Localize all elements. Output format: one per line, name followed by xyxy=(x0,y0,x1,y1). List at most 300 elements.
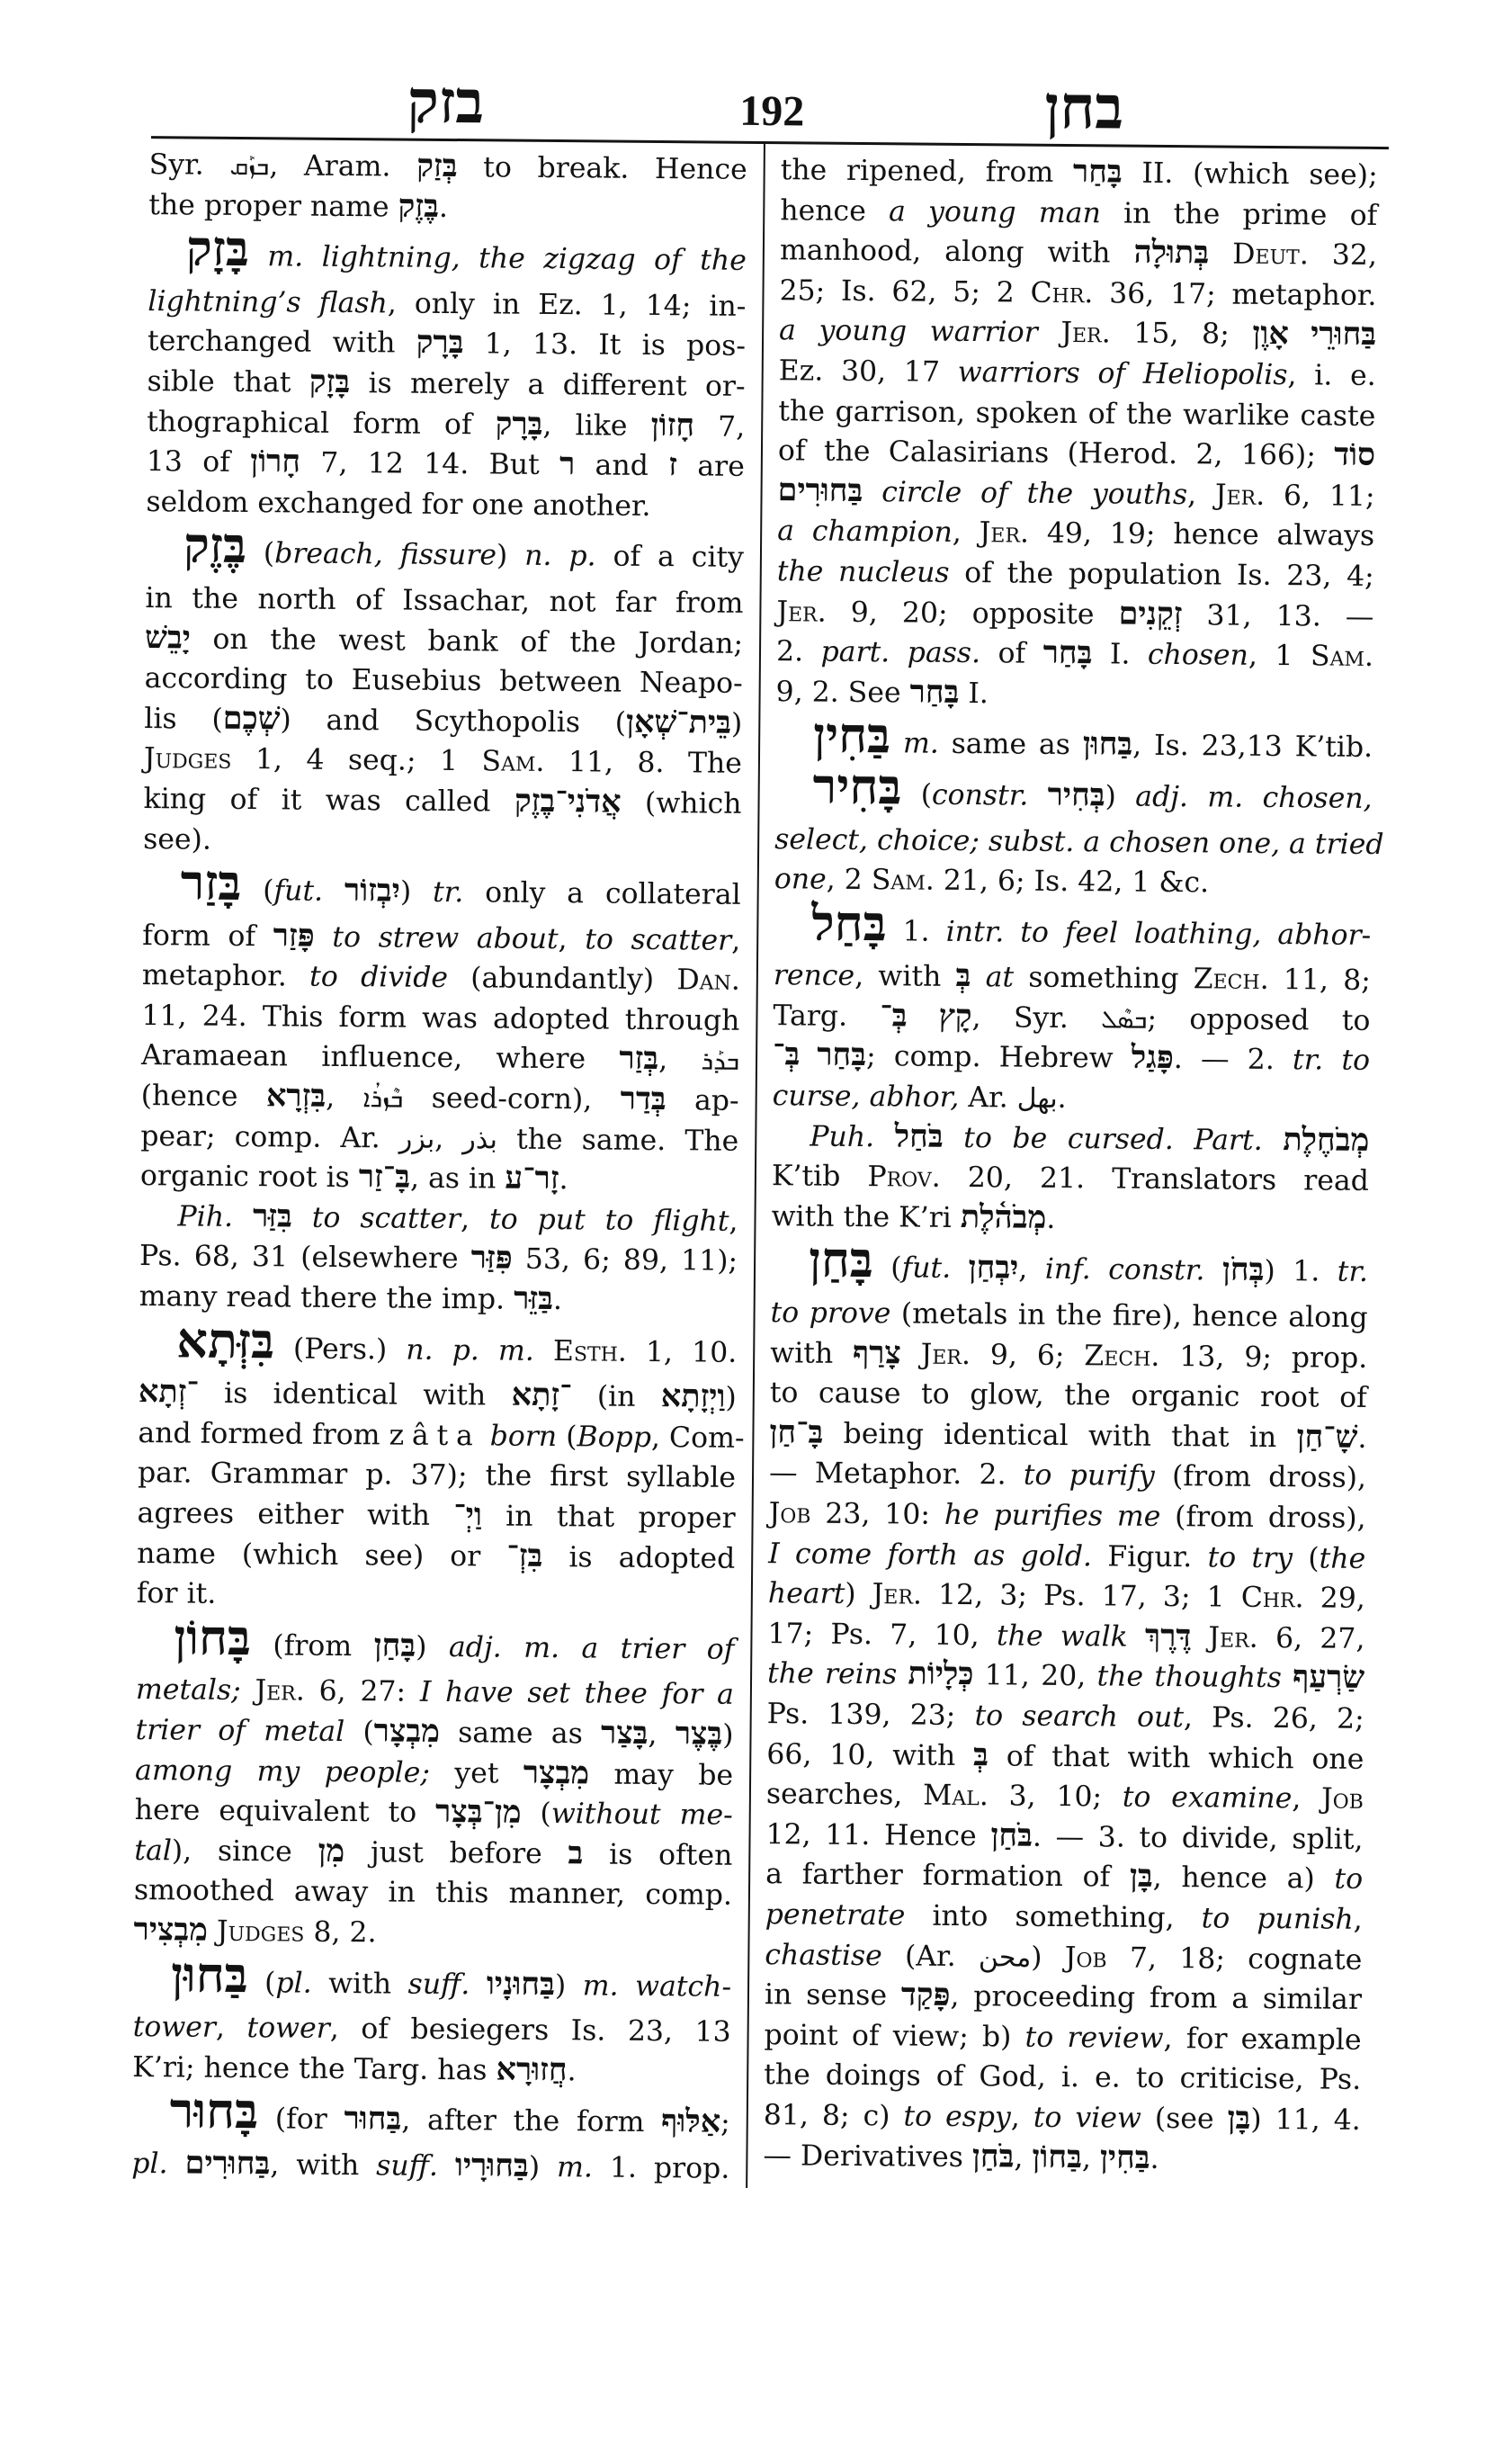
text-run: 11, 8. The xyxy=(544,746,743,781)
hebrew-word: חָרוֹן xyxy=(250,444,301,480)
italic-text: to review xyxy=(1024,2021,1164,2055)
text-run: on the west bank of the Jordan; xyxy=(190,623,744,660)
text-run: to break. Hence xyxy=(457,151,747,186)
hebrew-word: יָבֵשׁ xyxy=(144,619,192,656)
text-run: , xyxy=(731,924,741,957)
text-line xyxy=(780,230,1377,275)
text-run: something xyxy=(1013,961,1194,996)
text-run: , Is. 23,13 K’tib. xyxy=(1132,729,1373,765)
text-run xyxy=(951,1252,969,1285)
hebrew-word: מִבְצָר xyxy=(373,1713,441,1749)
italic-text: the nucleus xyxy=(776,555,950,589)
italic-text: fut. xyxy=(901,1251,952,1286)
text-run: in the prime of xyxy=(1100,196,1378,232)
entry-head-line xyxy=(136,1610,735,1670)
text-run: ( xyxy=(246,537,275,570)
hebrew-word: בַּחוּרָיו xyxy=(454,2148,530,2184)
hebrew-word: פִּזַּר xyxy=(470,1240,513,1277)
italic-text: to espy xyxy=(903,2100,1011,2134)
small-caps-reference: Sam. xyxy=(871,864,935,897)
text-run: ) xyxy=(528,2150,558,2184)
text-line xyxy=(145,659,743,704)
hebrew-word: בְּזַק xyxy=(416,148,458,184)
text-line xyxy=(776,592,1373,637)
text-line xyxy=(768,1493,1365,1538)
text-run: ) xyxy=(399,875,434,909)
hebrew-word: מִן xyxy=(318,1833,345,1869)
text-line xyxy=(144,739,742,784)
text-run: of the Calasirians (Herod. 2, 166); xyxy=(777,435,1335,472)
small-caps-reference: Judges xyxy=(216,1914,305,1949)
hebrew-word: פָּגַל xyxy=(1131,1040,1175,1076)
text-line xyxy=(142,955,740,1000)
page-number: 192 xyxy=(739,86,805,136)
italic-text: to search out xyxy=(974,1699,1185,1735)
hebrew-word: בַּחוּרִים xyxy=(184,2145,271,2182)
text-run xyxy=(1038,317,1061,349)
italic-text: select, choice; subst. a chosen one, a tried xyxy=(774,822,1384,861)
syriac-word: ܒܶܙܪܳܐ xyxy=(362,1083,404,1114)
text-run: . xyxy=(438,191,449,224)
hebrew-word: מִן־בְּצָר xyxy=(434,1794,522,1830)
hebrew-word: יִבְזוֹר xyxy=(344,873,401,909)
text-run: , 2 xyxy=(826,863,872,897)
arabic-word: محن xyxy=(978,1941,1032,1974)
italic-text: tower xyxy=(246,2012,330,2046)
italic-text: to scatter xyxy=(585,923,732,957)
text-run: , as in xyxy=(409,1161,505,1196)
text-run xyxy=(874,1121,895,1153)
text-run: , only in Ez. 1, 14; in- xyxy=(387,287,747,323)
italic-text: trier of metal xyxy=(135,1713,345,1749)
text-run: (which xyxy=(621,786,742,820)
entry-head-line xyxy=(771,1233,1369,1293)
text-line xyxy=(140,1116,738,1161)
text-line xyxy=(768,1574,1365,1619)
hebrew-word: בָּצַר xyxy=(600,1715,649,1751)
text-run: sible that xyxy=(147,365,309,399)
italic-text: inf. constr. xyxy=(1044,1253,1205,1287)
text-run: , xyxy=(326,1081,363,1115)
text-run: , hence a) xyxy=(1152,1861,1335,1896)
text-run: same as xyxy=(439,1716,602,1751)
text-line xyxy=(774,955,1371,1000)
text-line xyxy=(773,996,1370,1041)
text-line xyxy=(138,1453,736,1498)
text-run: 17; Ps. 7, 10, xyxy=(767,1617,998,1653)
text-run: Syr. xyxy=(148,148,230,182)
italic-text: to scatter xyxy=(311,1201,461,1235)
headword: בָּחִיר xyxy=(812,759,902,815)
text-line xyxy=(145,578,743,623)
hebrew-word: חָזוֹן xyxy=(650,407,695,443)
hebrew-word: בַּחוּרֵי אָוֶן xyxy=(1252,316,1377,353)
text-line xyxy=(767,1654,1364,1699)
text-run: 7, 12 14. But xyxy=(300,446,560,482)
headword: בָּחַן xyxy=(808,1233,874,1288)
hebrew-word: בִּזְרָא xyxy=(265,1078,327,1114)
text-run: , xyxy=(952,516,980,550)
italic-text: born xyxy=(489,1420,558,1453)
text-run: ; xyxy=(720,2107,730,2140)
hebrew-word: בָּחַר xyxy=(1042,634,1093,671)
text-line xyxy=(773,1036,1370,1081)
text-run: manhood, along with xyxy=(779,234,1134,270)
hebrew-word: בַּחוּן xyxy=(1082,726,1133,762)
text-line xyxy=(766,1735,1364,1780)
text-run: pear; comp. Ar. xyxy=(140,1119,400,1155)
text-run: , xyxy=(1353,1903,1363,1936)
hebrew-word: בָּזָק xyxy=(309,363,351,400)
text-run: in the north of Issachar, not far from xyxy=(145,581,744,620)
text-line xyxy=(779,271,1376,316)
hebrew-word: ב xyxy=(568,1834,584,1871)
text-run: 21, 6; Is. 42, 1 &c. xyxy=(934,864,1210,900)
text-line xyxy=(769,1454,1366,1499)
text-run: , after the form xyxy=(401,2103,662,2139)
text-run: in sense xyxy=(764,1978,902,2013)
text-run: II. (which see); xyxy=(1122,157,1378,192)
spaced-text: zâta xyxy=(389,1419,481,1453)
italic-text: m. xyxy=(902,727,939,761)
text-run: point of view; b) xyxy=(764,2018,1025,2054)
text-line xyxy=(139,1236,738,1281)
text-run: (hence xyxy=(140,1080,267,1114)
hebrew-word: קָץ בְּ־ xyxy=(880,998,972,1034)
text-run: 6, 27, xyxy=(1257,1621,1365,1655)
text-line xyxy=(139,1373,737,1418)
hebrew-word: אֲדֹנִי־בֶזֶק xyxy=(514,783,622,820)
text-run: and xyxy=(575,449,669,483)
italic-text: at xyxy=(985,961,1015,994)
text-run: ) xyxy=(554,1968,583,2002)
small-caps-reference: Job xyxy=(1320,1782,1364,1816)
small-caps-reference: Prov. xyxy=(867,1161,941,1195)
text-run: (metals in the fire), hence along xyxy=(890,1297,1368,1334)
text-run: , xyxy=(434,1122,463,1155)
hebrew-word: כְּלָיוֹת xyxy=(908,1655,974,1692)
text-line xyxy=(769,1413,1366,1458)
text-run: , xyxy=(215,2011,247,2045)
text-line xyxy=(763,2136,1360,2181)
text-run: 1. prop. xyxy=(592,2151,730,2185)
text-run: K’ri; hence the Targ. has xyxy=(132,2050,497,2087)
text-line xyxy=(764,2015,1361,2060)
hebrew-word: בְּדַר xyxy=(620,1081,667,1117)
text-run: I. xyxy=(1092,638,1149,671)
text-run: see). xyxy=(143,822,212,856)
text-line xyxy=(770,1333,1367,1378)
hebrew-word: ־זְתָא xyxy=(138,1374,199,1410)
text-run: 31, 13. — xyxy=(1182,598,1374,633)
text-run: according to Eusebius between Neapo- xyxy=(144,662,743,700)
hebrew-word: בְּ xyxy=(955,958,971,994)
entry-head-line xyxy=(148,221,747,281)
text-run: , xyxy=(648,1717,675,1752)
text-run: same as xyxy=(938,728,1083,762)
text-run: 23, 10: xyxy=(810,1497,944,1531)
text-run: into something, xyxy=(905,1899,1202,1935)
text-run xyxy=(863,476,881,508)
hebrew-word: בָּן xyxy=(1129,1859,1153,1895)
text-line xyxy=(766,1774,1364,1819)
text-line xyxy=(143,779,741,824)
text-line xyxy=(773,1076,1370,1121)
italic-text: to prove xyxy=(770,1296,891,1331)
arabic-word: بهل xyxy=(1016,1082,1058,1115)
italic-text: suff. xyxy=(407,1968,470,2001)
small-caps-reference: Jer. xyxy=(872,1578,923,1611)
text-line xyxy=(135,1710,733,1755)
text-run: name (which see) or xyxy=(137,1537,507,1574)
text-run: 7, xyxy=(693,409,746,444)
hebrew-word: בֵּית־שְׁאָן xyxy=(625,704,732,740)
italic-text: m. lightning, the zigzag of the xyxy=(267,240,747,278)
italic-text: a young man xyxy=(888,194,1101,229)
text-run: , i. e. xyxy=(1287,359,1376,392)
text-run: of xyxy=(980,637,1043,670)
hebrew-word: יִבְחַן xyxy=(968,1250,1019,1286)
text-run: ( xyxy=(557,1420,577,1454)
hebrew-word: בַּחוּר xyxy=(344,2101,402,2137)
entry-head-line xyxy=(142,856,741,915)
text-line xyxy=(147,402,745,447)
text-line xyxy=(772,1156,1369,1201)
right-column xyxy=(763,150,1384,2181)
text-run: , 1 xyxy=(1248,639,1311,673)
text-line xyxy=(134,1870,732,1915)
text-run: 11, 8; xyxy=(1268,964,1372,998)
text-run xyxy=(971,961,986,993)
headword: בֶּזֶק xyxy=(183,518,247,574)
text-line xyxy=(764,2055,1361,2100)
text-run xyxy=(167,2148,184,2180)
hebrew-word: בָּחַן xyxy=(373,1628,416,1663)
text-line xyxy=(145,619,743,664)
text-line xyxy=(780,191,1377,236)
text-run: ( xyxy=(1292,1541,1320,1575)
text-run: Ez. 30, 17 xyxy=(778,354,958,389)
headword: בַּחִין xyxy=(812,708,891,764)
text-line xyxy=(148,321,746,366)
text-run: K’tib xyxy=(771,1160,868,1194)
hebrew-word: בְּ xyxy=(972,1736,989,1772)
text-line xyxy=(136,1670,734,1715)
text-run: form of xyxy=(142,919,273,953)
hebrew-word: מְבֹחֶלֶת xyxy=(1283,1121,1370,1158)
text-run: is merely a different or- xyxy=(350,367,746,403)
hebrew-word: בָּחַר בְּ־ xyxy=(772,1036,867,1073)
italic-text: intr. to feel loathing, abhor- xyxy=(945,915,1372,952)
italic-text: to strew about xyxy=(332,920,559,955)
text-run: — Derivatives xyxy=(763,2139,973,2174)
italic-text: I come forth as gold. xyxy=(768,1537,1093,1573)
headword: בָּחַל xyxy=(811,896,887,951)
text-line xyxy=(774,820,1384,865)
small-caps-reference: Jer. xyxy=(920,1338,971,1371)
text-run: king of it was called xyxy=(143,782,515,819)
text-run: searches, xyxy=(765,1778,924,1812)
text-run: of that with which one xyxy=(988,1739,1364,1776)
text-run: 9, 20; opposite xyxy=(826,596,1119,632)
text-line xyxy=(765,1895,1363,1940)
small-caps-reference: Zech. xyxy=(1193,963,1269,997)
italic-text: Pih. xyxy=(177,1200,234,1233)
arabic-word: بذر xyxy=(462,1123,498,1156)
text-run: with xyxy=(770,1336,854,1370)
text-line xyxy=(139,1197,738,1242)
text-run: , for example xyxy=(1163,2022,1362,2057)
text-line xyxy=(144,699,742,744)
text-run: seldom exchanged for one another. xyxy=(146,485,651,523)
text-run: may be xyxy=(588,1757,734,1792)
small-caps-reference: Deut. xyxy=(1232,238,1309,272)
hebrew-word: מִבְצִיר xyxy=(133,1911,209,1948)
text-line xyxy=(140,1076,738,1121)
text-run: . xyxy=(559,1163,568,1197)
text-run: just before xyxy=(344,1835,568,1870)
text-run: 6, 27: xyxy=(304,1675,421,1709)
text-run: ) xyxy=(496,539,525,573)
hebrew-word: ר xyxy=(559,446,576,482)
text-run: the same. The xyxy=(497,1123,739,1158)
italic-text: suff. xyxy=(376,2149,439,2183)
italic-text: m. xyxy=(556,2151,594,2184)
italic-text: constr. xyxy=(931,778,1029,812)
text-run: 53, 6; 89, 11); xyxy=(512,1243,738,1278)
text-run: only a collateral xyxy=(463,876,741,911)
text-run: ) 11, 4. xyxy=(1250,2103,1361,2137)
text-run xyxy=(897,1659,908,1691)
text-line xyxy=(141,1036,739,1081)
italic-text: part. pass. xyxy=(820,635,981,670)
hebrew-word: חֲזוּרָא xyxy=(496,2051,568,2087)
hebrew-word: בַּחוּרִים xyxy=(777,471,863,508)
text-run: 49, 19; hence always xyxy=(1028,516,1375,553)
text-line xyxy=(770,1373,1367,1418)
hebrew-word: ־זָתָא xyxy=(511,1376,572,1413)
small-caps-reference: Jer. xyxy=(1060,317,1111,350)
text-run: the proper name xyxy=(148,188,398,224)
text-line xyxy=(137,1493,735,1538)
text-run: ; opposed to xyxy=(1147,1002,1371,1037)
italic-text: metals; xyxy=(135,1673,241,1708)
text-line xyxy=(148,282,746,327)
text-run: ) xyxy=(722,1718,734,1752)
text-run: 1. xyxy=(886,914,946,948)
text-line xyxy=(772,1116,1369,1161)
headword: בַּחוּן xyxy=(170,1947,248,2003)
small-caps-reference: Job xyxy=(1064,1941,1107,1974)
text-run: (in xyxy=(571,1380,661,1414)
text-run: 3, 10; xyxy=(988,1780,1123,1814)
italic-text: to purify xyxy=(1023,1459,1155,1493)
italic-text: to xyxy=(1334,1862,1364,1897)
entry-head-line xyxy=(133,1947,732,2007)
hebrew-word: וַיְזָתָא xyxy=(660,1378,726,1414)
hebrew-word: בְּחֹן xyxy=(1221,1251,1265,1288)
text-run: . xyxy=(567,2054,577,2088)
text-line xyxy=(777,551,1374,596)
hebrew-word: בַּזֵּר xyxy=(514,1280,554,1317)
text-run: organic root is xyxy=(139,1160,359,1195)
text-line xyxy=(768,1534,1365,1579)
hebrew-word: בַּחוּנָיו xyxy=(486,1965,556,2002)
italic-text: warriors of Heliopolis xyxy=(957,355,1288,392)
text-run: ) xyxy=(725,1381,737,1415)
italic-text: without me- xyxy=(550,1798,733,1832)
hebrew-word: בָּרָק xyxy=(495,406,543,442)
text-run: are xyxy=(676,450,745,484)
headword: בָּזָק xyxy=(185,221,250,277)
text-line xyxy=(779,351,1376,396)
italic-text: to punish xyxy=(1201,1902,1354,1936)
small-caps-reference: Judges xyxy=(143,742,232,776)
hebrew-word: שְׁכֶם xyxy=(222,700,281,737)
small-caps-reference: Esth. xyxy=(552,1334,628,1368)
italic-text: Puh. xyxy=(810,1120,875,1153)
text-run xyxy=(323,875,344,908)
italic-text: one xyxy=(774,863,827,896)
text-run xyxy=(944,1121,964,1153)
text-run: ) xyxy=(416,1630,450,1663)
text-line xyxy=(138,1413,745,1458)
text-line xyxy=(767,1614,1364,1659)
italic-text: I have set thee for a xyxy=(419,1676,735,1712)
italic-text: chastise xyxy=(765,1938,882,1972)
text-run: 2. xyxy=(775,635,821,668)
text-run: 6, 11; xyxy=(1265,479,1375,513)
text-run: 1, 13. It is pos- xyxy=(463,327,747,363)
italic-text: circle of the youths xyxy=(881,475,1188,511)
syriac-word: ܒܙܰܩ xyxy=(229,150,270,182)
text-run: ( xyxy=(344,1716,374,1749)
hebrew-word: בָּ־חַן xyxy=(769,1413,824,1450)
entry-head-line xyxy=(774,896,1372,955)
text-run: ) xyxy=(730,707,743,740)
hebrew-word: בָּ־זַר xyxy=(358,1159,411,1195)
small-caps-reference: Dan. xyxy=(676,964,740,998)
italic-text: n. p. xyxy=(524,540,596,573)
text-line xyxy=(778,391,1375,436)
text-run: seed-corn), xyxy=(403,1081,621,1116)
text-run: , xyxy=(1186,478,1216,512)
text-run xyxy=(1191,1621,1209,1654)
text-line xyxy=(770,1293,1367,1338)
italic-text: adj. m. chosen, xyxy=(1135,780,1373,815)
text-run: (Ar. xyxy=(881,1939,980,1973)
hebrew-word: בָּחַר xyxy=(1072,154,1123,190)
text-run: metaphor. xyxy=(141,959,310,993)
text-run: ) xyxy=(845,1578,872,1611)
italic-text: tr. xyxy=(432,875,464,910)
hebrew-word: בָּרָק xyxy=(416,325,464,361)
italic-text: penetrate xyxy=(765,1898,906,1932)
italic-text: to view xyxy=(1033,2101,1142,2135)
text-run: , xyxy=(558,922,586,956)
text-line xyxy=(777,471,1374,516)
text-run: (for xyxy=(257,2103,344,2137)
text-run: 11, 24. This form was adopted through xyxy=(141,999,740,1037)
text-run: smoothed away in this manner, comp. xyxy=(133,1874,733,1913)
text-run: hence xyxy=(780,193,890,228)
hebrew-word: בֶּצֶר xyxy=(675,1716,723,1752)
italic-text: tr. xyxy=(1337,1256,1369,1289)
text-run: ( xyxy=(872,1251,902,1285)
text-run: . xyxy=(1057,1081,1067,1116)
text-run xyxy=(1263,1125,1284,1157)
hebrew-word: שַׂרְעַף xyxy=(1293,1659,1365,1696)
